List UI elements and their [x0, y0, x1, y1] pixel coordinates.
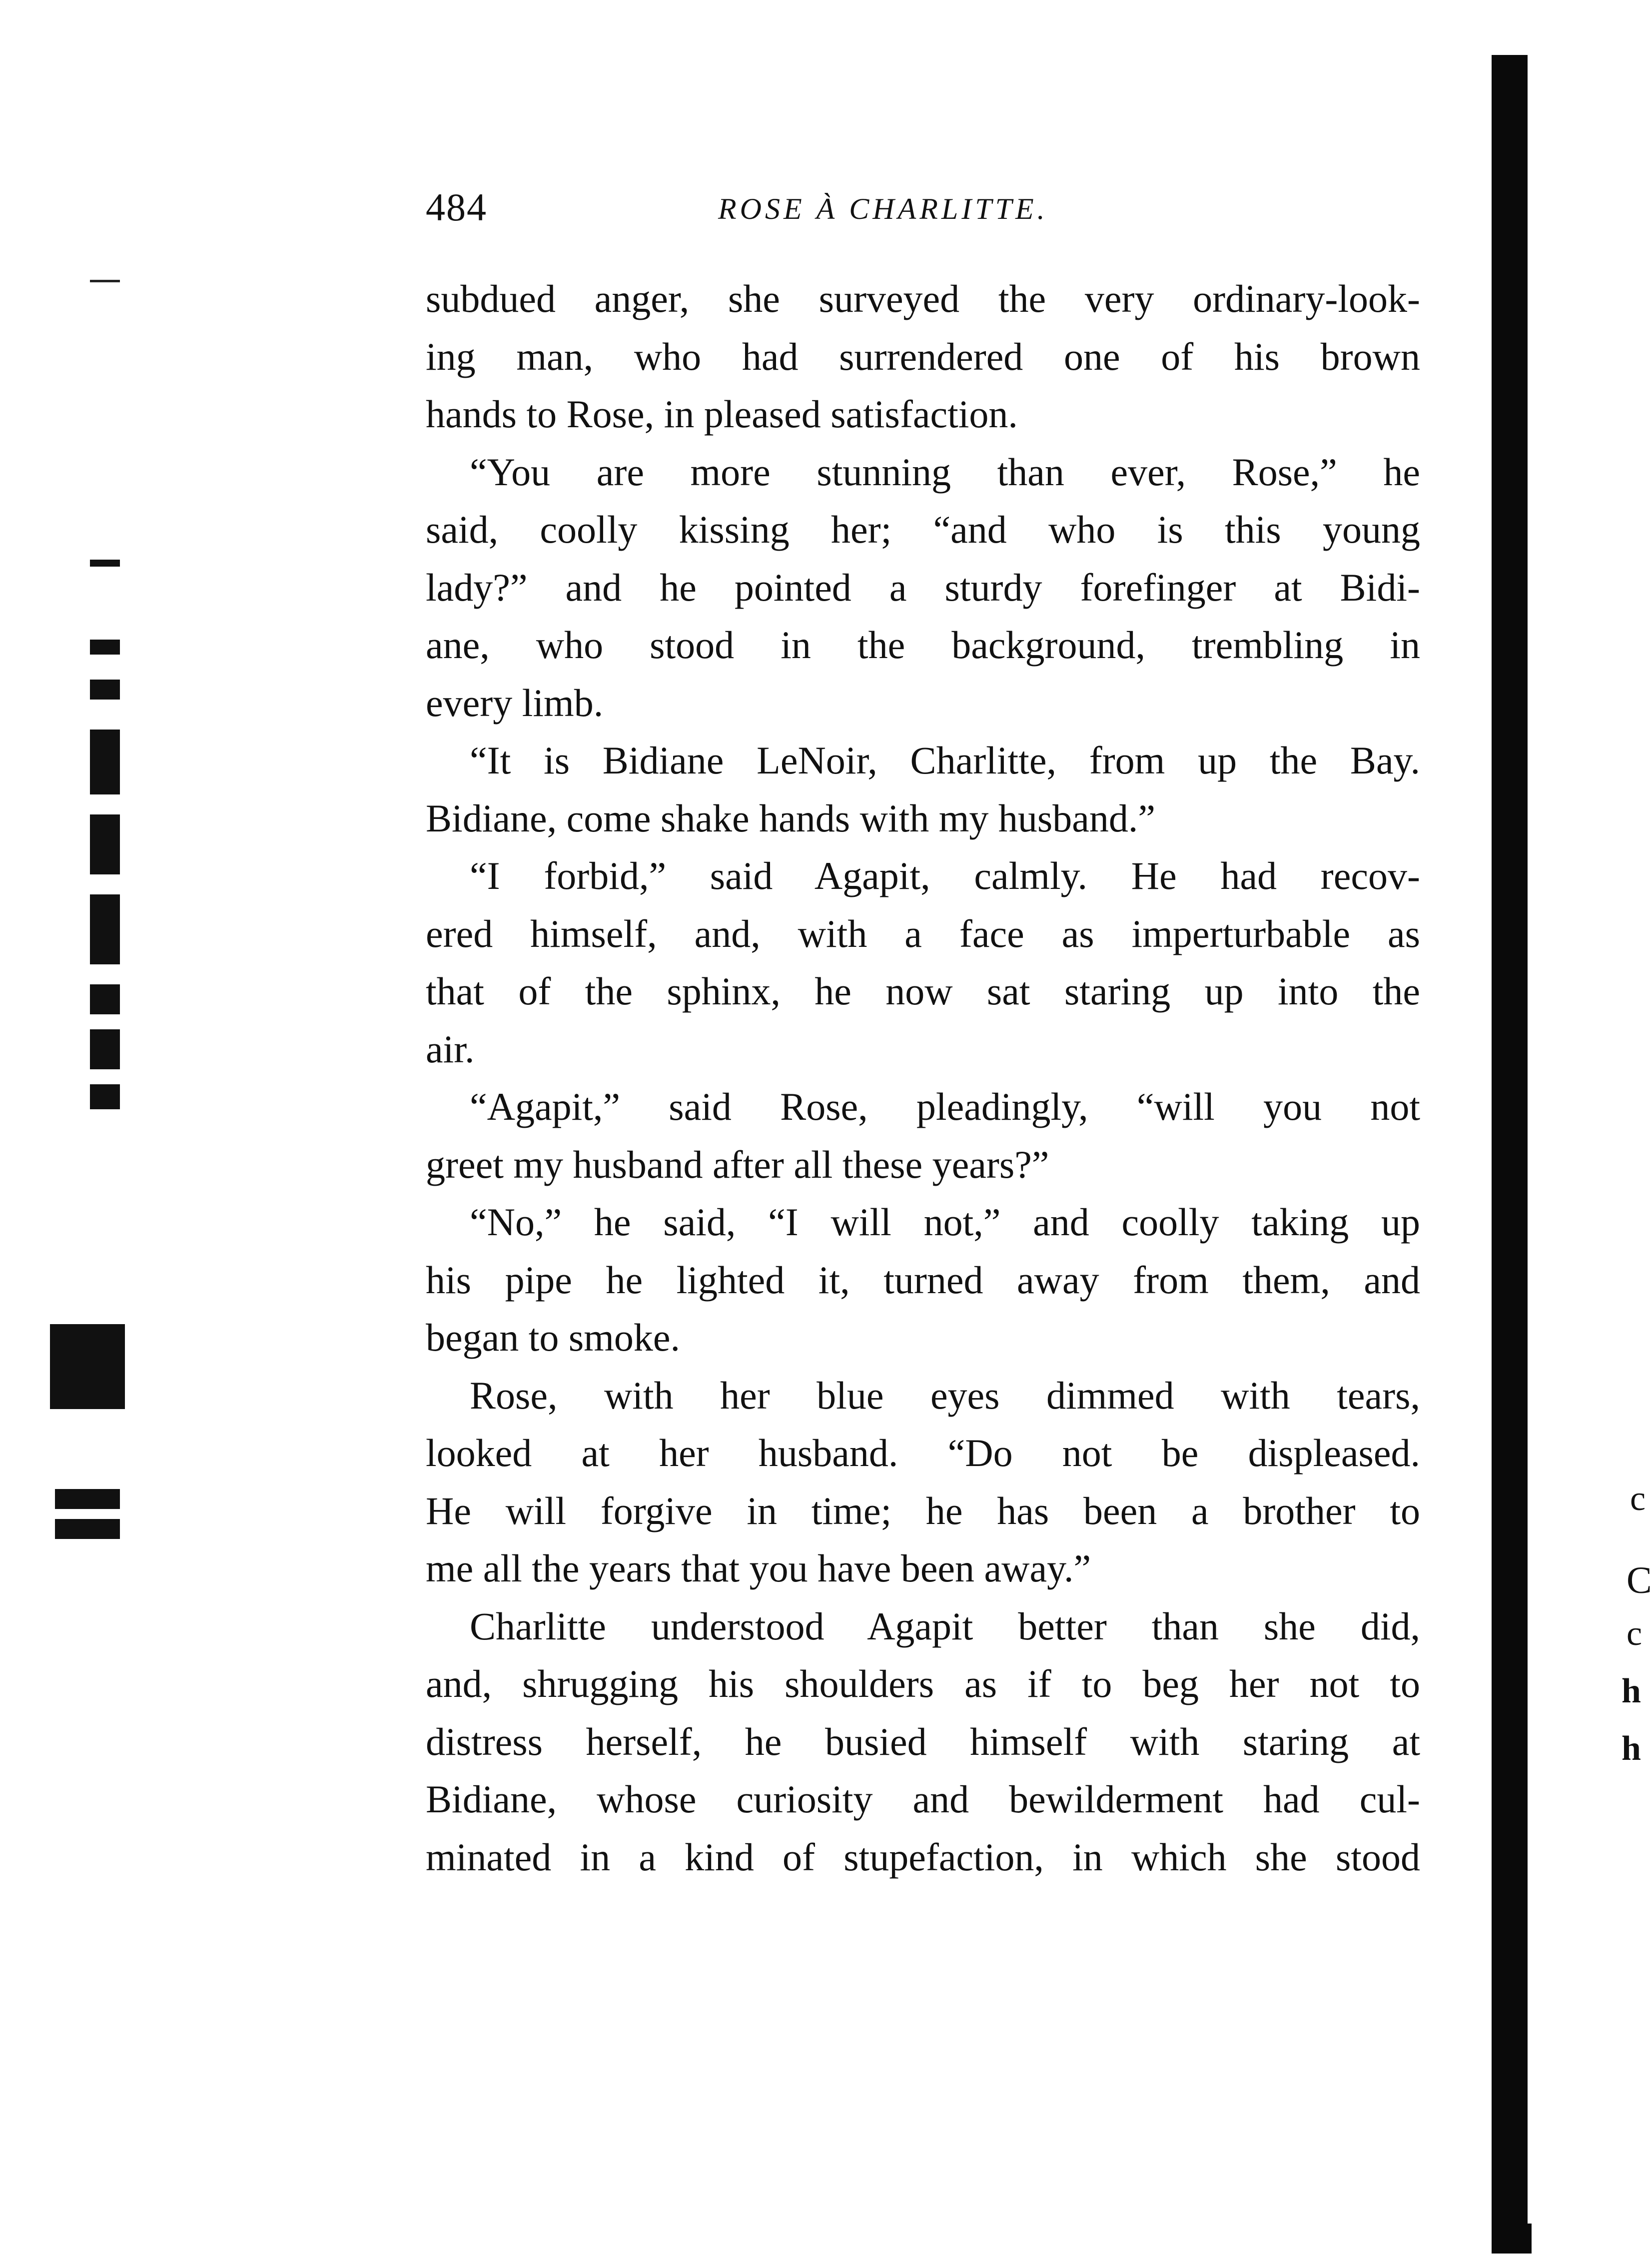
margin-mark: [90, 640, 120, 655]
text-line: looked at her husband. “Do not be displeased.: [426, 1431, 1420, 1475]
text-line: distress herself, he busied himself with staring at: [426, 1719, 1420, 1763]
margin-mark: [90, 984, 120, 1014]
margin-mark: [55, 1519, 120, 1539]
scan-binding-shadow-foot: [1492, 2224, 1532, 2254]
margin-mark: [55, 1489, 120, 1509]
text-line: hands to Rose, in pleased satisfaction.: [426, 392, 1018, 436]
edge-letter: h: [1622, 1672, 1641, 1710]
margin-mark: [90, 560, 120, 567]
margin-dash: [90, 280, 120, 282]
text-line: He will forgive in time; he has been a brother to: [426, 1489, 1420, 1532]
text-line: ane, who stood in the background, trembling in: [426, 623, 1420, 667]
text-line: every limb.: [426, 681, 604, 725]
text-line: began to smoke.: [426, 1316, 681, 1359]
edge-letter: h: [1622, 1729, 1641, 1768]
margin-mark: [90, 730, 120, 794]
text-line: that of the sphinx, he now sat staring up into the: [426, 969, 1420, 1013]
text-line: Rose, with her blue eyes dimmed with tears,: [470, 1373, 1420, 1417]
text-line: said, coolly kissing her; “and who is this young: [426, 508, 1420, 551]
text-line: Charlitte understood Agapit better than she did,: [470, 1604, 1420, 1648]
margin-mark: [50, 1324, 125, 1409]
margin-mark: [90, 814, 120, 874]
page-number: 484: [426, 185, 487, 229]
text-line: me all the years that you have been away.”: [426, 1546, 1091, 1590]
text-line: subdued anger, she surveyed the very ordinary-look-: [426, 277, 1420, 320]
text-line: “I forbid,” said Agapit, calmly. He had recov-: [470, 854, 1420, 897]
text-line: his pipe he lighted it, turned away from them, and: [426, 1258, 1420, 1302]
running-head: [426, 185, 1425, 240]
scan-binding-shadow: [1492, 55, 1528, 2224]
text-line: “You are more stunning than ever, Rose,” he: [470, 450, 1420, 494]
text-line: ing man, who had surrendered one of his brown: [426, 334, 1420, 378]
text-line: greet my husband after all these years?”: [426, 1142, 1049, 1186]
edge-letter: C: [1627, 1559, 1652, 1601]
text-line: and, shrugging his shoulders as if to beg her not to: [426, 1662, 1420, 1705]
margin-mark: [90, 1029, 120, 1069]
running-title: ROSE À CHARLITTE.: [718, 192, 1048, 225]
text-line: “It is Bidiane LeNoir, Charlitte, from up the Bay.: [470, 739, 1420, 782]
scan-margin-marks: [40, 550, 140, 1524]
margin-mark: [90, 680, 120, 700]
text-line: lady?” and he pointed a sturdy forefinger at Bidi-: [426, 565, 1420, 609]
text-line: ered himself, and, with a face as imperturbable as: [426, 911, 1420, 955]
text-line: Bidiane, whose curiosity and bewilderment had cul-: [426, 1777, 1420, 1821]
margin-mark: [90, 894, 120, 964]
text-line: “No,” he said, “I will not,” and coolly taking up: [470, 1200, 1420, 1244]
body-text: [426, 270, 1420, 1886]
text-line: air.: [426, 1027, 475, 1071]
edge-letter: c: [1627, 1614, 1643, 1653]
text-line: minated in a kind of stupefaction, in which she stood: [426, 1835, 1420, 1879]
text-line: Bidiane, come shake hands with my husband.”: [426, 796, 1156, 840]
text-line: “Agapit,” said Rose, pleadingly, “will you not: [470, 1085, 1420, 1128]
margin-mark: [90, 1084, 120, 1109]
edge-letter: c: [1630, 1480, 1646, 1518]
